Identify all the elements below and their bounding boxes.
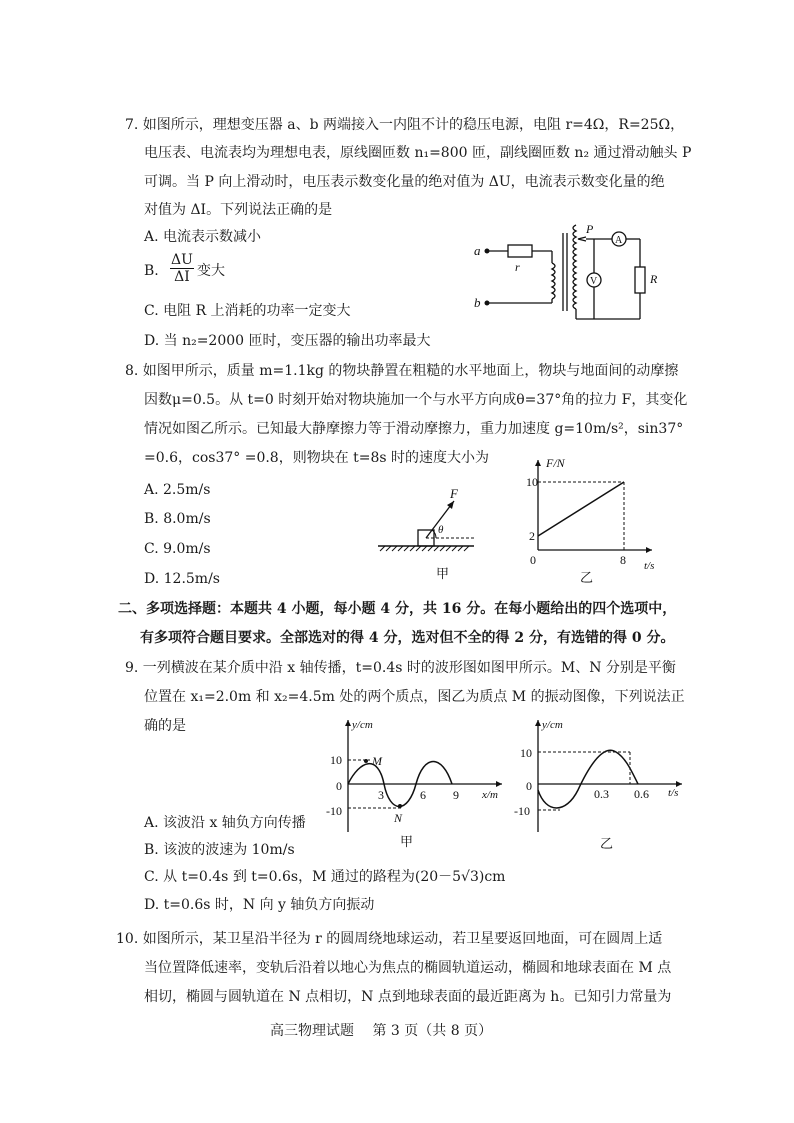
- page-footer: 高三物理试题 第 3 页（共 8 页）: [270, 1023, 493, 1039]
- tick-origin: 0: [530, 553, 536, 567]
- point-M: [364, 759, 368, 763]
- caption-jia-9: 甲: [400, 834, 414, 849]
- tick-x-3: 3: [378, 788, 384, 802]
- q9-vibration-graph: [508, 714, 688, 859]
- q7-option-d: D. 当 n₂=2000 匝时，变压器的输出功率最大: [144, 333, 431, 349]
- slider-p: [578, 237, 586, 241]
- q9-line-3: 确的是: [144, 718, 186, 734]
- q9-line-2: 位置在 x₁=2.0m 和 x₂=4.5m 处的两个质点，图乙为质点 M 的振动图像，下列说法正: [144, 689, 685, 705]
- tick-x-8: 8: [620, 553, 626, 567]
- label-ycm-2: y/cm: [542, 719, 563, 731]
- tick-y-10: 10: [526, 475, 538, 489]
- label-ts: t/s: [644, 560, 655, 572]
- tick-origin: 0: [336, 779, 342, 793]
- q7-option-a: A. 电流表示数减小: [144, 229, 262, 245]
- q8-option-a: A. 2.5m/s: [144, 482, 211, 498]
- caption-yi: 乙: [580, 570, 594, 585]
- resistor-R: [635, 267, 645, 293]
- label-ts-2: t/s: [668, 787, 679, 799]
- q10-line-2: 当位置降低速率，变轨后沿着以地心为焦点的椭圆轨道运动，椭圆和地球表面在 M 点: [144, 960, 672, 976]
- q7-circuit-diagram: [470, 215, 670, 325]
- q7-option-b-prefix: B.: [144, 263, 159, 279]
- resistor-r: [508, 245, 532, 257]
- q10-line-1: 10. 如图所示，某卫星沿半径为 r 的圆周绕地球运动，若卫星要返回地面，可在圆周上适: [116, 931, 663, 947]
- q8-line-2: 因数μ=0.5。从 t=0 时刻开始对物块施加一个与水平方向成θ=37°角的拉力 F，其变化: [144, 392, 688, 408]
- label-voltmeter: V: [590, 276, 598, 287]
- tick-t-03: 0.3: [594, 787, 609, 801]
- caption-jia: 甲: [436, 566, 450, 581]
- q9-option-b: B. 该波的波速为 10m/s: [144, 842, 295, 858]
- q7-line-1: 7. 如图所示，理想变压器 a、b 两端接入一内阻不计的稳压电源，电阻 r=4Ω，R=25Ω，: [125, 117, 685, 133]
- q7-option-b-fraction: [170, 252, 194, 285]
- tick-y-10: 10: [330, 753, 342, 767]
- q9-option-a: A. 该波沿 x 轴负方向传播: [144, 815, 306, 831]
- q8-option-b: B. 8.0m/s: [144, 511, 211, 527]
- label-F: F: [450, 486, 458, 501]
- secondary-coil: [573, 225, 576, 309]
- q9-option-c: C. 从 t=0.4s 到 t=0.6s，M 通过的路程为(20－5√3)cm: [144, 869, 506, 885]
- label-theta: θ: [438, 524, 444, 536]
- label-R: R: [650, 272, 658, 286]
- q7-option-b-suffix: 变大: [197, 263, 225, 279]
- terminal-b: [485, 301, 490, 306]
- vibration-curve: [538, 750, 638, 808]
- force-line: [538, 482, 624, 536]
- label-FN: F/N: [546, 456, 565, 470]
- section2-line-2: 有多项符合题目要求。全部选对的得 4 分，选对但不全的得 2 分，有选错的得 0 分。: [140, 630, 675, 646]
- tick-x-6: 6: [420, 788, 426, 802]
- label-p: P: [586, 222, 594, 236]
- tick-y-neg10-2: -10: [514, 804, 530, 818]
- label-M: M: [372, 754, 382, 768]
- q9-line-1: 9. 一列横波在某介质中沿 x 轴传播，t=0.4s 时的波形图如图甲所示。M、N 分别是平衡: [125, 660, 676, 676]
- tick-t-06: 0.6: [634, 787, 649, 801]
- point-N: [398, 804, 402, 808]
- label-xm: x/m: [482, 789, 498, 801]
- label-b: b: [474, 295, 481, 310]
- q8-option-c: C. 9.0m/s: [144, 541, 211, 557]
- caption-yi-9: 乙: [600, 836, 614, 851]
- q9-option-d: D. t=0.6s 时，N 向 y 轴负方向振动: [144, 897, 375, 913]
- q10-line-3: 相切，椭圆与圆轨道在 N 点相切，N 点到地球表面的最近距离为 h。已知引力常量为: [144, 989, 672, 1005]
- label-N: N: [394, 811, 403, 825]
- q7-option-b-denominator: ΔI: [174, 269, 190, 285]
- tick-y-10-2: 10: [520, 746, 532, 760]
- label-a: a: [474, 243, 481, 258]
- q8-option-d: D. 12.5m/s: [144, 571, 220, 587]
- section2-line-1: 二、多项选择题：本题共 4 小题，每小题 4 分，共 16 分。在每小题给出的四个选项中，: [118, 601, 677, 617]
- q8-force-time-graph: [520, 452, 660, 586]
- q7-line-3: 可调。当 P 向上滑动时，电压表示数变化量的绝对值为 ΔU，电流表示数变化量的绝: [144, 174, 665, 190]
- tick-y-neg10: -10: [326, 804, 342, 818]
- label-ycm: y/cm: [352, 719, 373, 731]
- q7-line-2: 电压表、电流表均为理想电表，原线圈匝数 n₁=800 匝，副线圈匝数 n₂ 通过滑动触头 P: [144, 145, 692, 161]
- label-ammeter: A: [615, 235, 623, 246]
- q8-line-1: 8. 如图甲所示，质量 m=1.1kg 的物块静置在粗糙的水平地面上，物块与地面间的动摩擦: [125, 363, 679, 379]
- label-r: r: [515, 260, 520, 274]
- q7-option-c: C. 电阻 R 上消耗的功率一定变大: [144, 303, 351, 319]
- tick-x-9: 9: [453, 788, 459, 802]
- terminal-a: [485, 249, 490, 254]
- q9-wave-graph: [322, 714, 512, 854]
- q7-line-4: 对值为 ΔI。下列说法正确的是: [144, 202, 333, 218]
- tick-y-2: 2: [529, 529, 535, 543]
- q8-line-3: 情况如图乙所示。已知最大静摩擦力等于滑动摩擦力，重力加速度 g=10m/s²，sin37°: [144, 421, 684, 437]
- q8-figure-block: [370, 480, 485, 585]
- primary-coil: [552, 263, 555, 299]
- q7-option-b-numerator: ΔU: [171, 252, 193, 268]
- q8-line-4: =0.6，cos37° =0.8，则物块在 t=8s 时的速度大小为: [144, 450, 490, 466]
- tick-origin-2: 0: [526, 779, 532, 793]
